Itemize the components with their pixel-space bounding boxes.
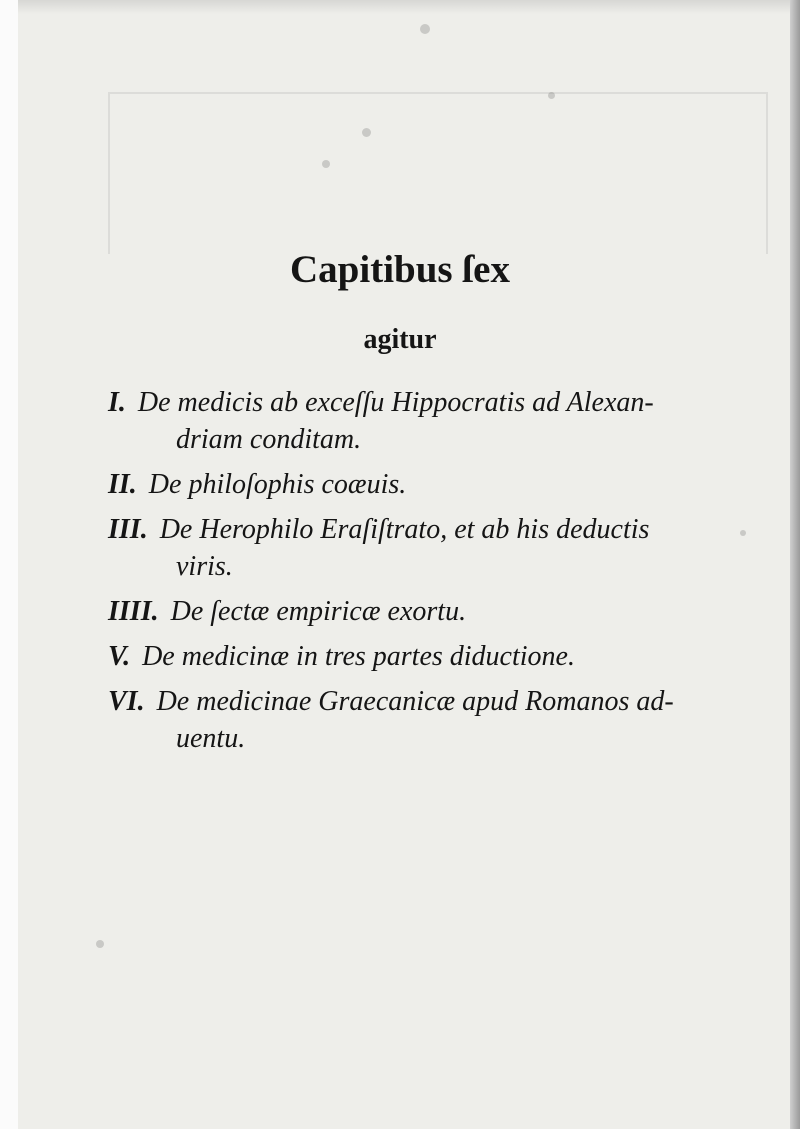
page-subheading: agitur (363, 324, 437, 355)
page-heading: Capitibus ſex (290, 248, 510, 291)
chapter-title-continuation: viris. (176, 551, 233, 582)
chapter-numeral: III. (108, 514, 148, 545)
chapter-title-line: De philoſophis coæuis. (148, 469, 407, 500)
chapter-title-line: De medicis ab exceſſu Hippocratis ad Alexan- (137, 387, 654, 418)
chapter-item (108, 683, 780, 757)
chapter-item (108, 511, 780, 585)
chapter-numeral: IIII. (108, 596, 159, 627)
chapter-numeral: II. (108, 469, 137, 500)
chapter-item (108, 638, 780, 675)
chapter-numeral: V. (108, 641, 131, 672)
chapter-title-line: De medicinae Graecanicæ apud Romanos ad- (156, 686, 674, 717)
chapter-title-continuation: driam conditam. (176, 424, 362, 455)
chapter-title-continuation: uentu. (176, 723, 246, 754)
chapter-item (108, 593, 780, 630)
chapter-title-line: De medicinæ in tres partes diductione. (142, 641, 575, 672)
chapter-numeral: I. (108, 387, 126, 418)
chapter-numeral: VI. (108, 686, 145, 717)
chapter-title-line: De ſectæ empiricæ exortu. (170, 596, 467, 627)
chapter-item (108, 466, 780, 503)
chapter-item (108, 384, 780, 458)
chapter-list (108, 384, 780, 765)
chapter-title-line: De Herophilo Eraſiſtrato, et ab his deductis (159, 514, 650, 545)
